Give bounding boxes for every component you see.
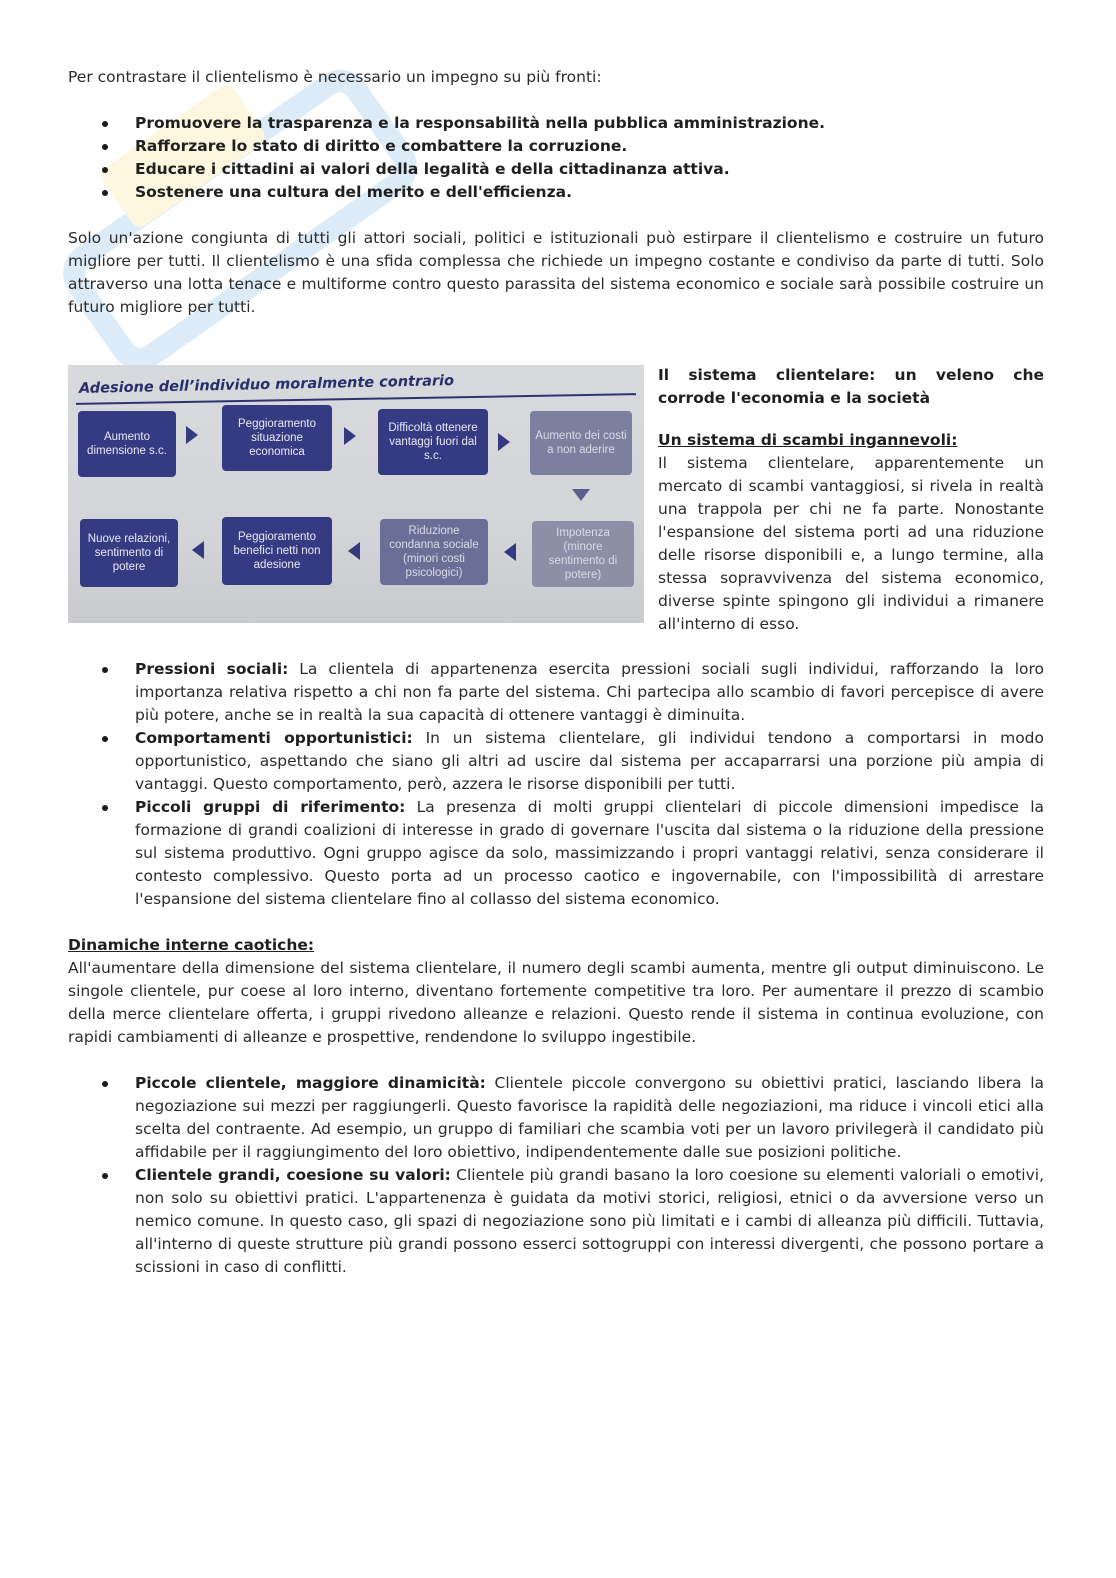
item-label: Piccole clientele, maggiore dinamicità:	[135, 1074, 486, 1092]
pressures-list	[68, 658, 1044, 911]
diagram-box: Impotenza (minore sentimento di potere)	[532, 521, 634, 587]
arrow-left-icon	[348, 542, 360, 560]
item-label: Clientele grandi, coesione su valori:	[135, 1166, 451, 1184]
subsection-heading: Dinamiche interne caotiche:	[68, 936, 315, 954]
list-item: Rafforzare lo stato di diritto e combattere la corruzione.	[68, 135, 1044, 158]
item-label: Comportamenti opportunistici:	[135, 729, 413, 747]
conclusion-paragraph: Solo un'azione congiunta di tutti gli attori sociali, politici e istituzionali può estirpare il clientelismo e costruire un futuro migliore per tutti. Il clientelismo è una sfida complessa che richiede un impegno costante e condiviso da parte di tutti. Solo attraverso una lotta tenace e multiforme contro questo parassita del sistema economico e sociale sarà possibile costruire un futuro migliore per tutti.	[68, 229, 1044, 316]
figure-row	[68, 365, 1044, 636]
diagram-box: Peggioramento situazione economica	[222, 405, 332, 471]
arrow-right-icon	[186, 426, 198, 444]
item-text: Clientele piccole convergono su obiettivi pratici, lasciando libera la negoziazione sui mezzi per raggiungerli. Questo favorisce la rapidità delle negoziazioni, ma riduce i vincoli etici alla scelta del contraente. Ad esempio, un gruppo di familiari che scambia voti per un lavoro privilegerà il candidato più affidabile per il raggiungimento del loro obiettivo, indipendentemente dalle sue posizioni politiche.	[135, 1074, 1044, 1161]
diagram-box: Aumento dimensione s.c.	[78, 411, 176, 477]
list-item	[68, 1072, 1044, 1164]
list-item: Educare i cittadini ai valori della legalità e della cittadinanza attiva.	[68, 158, 1044, 181]
list-item: Promuovere la trasparenza e la responsabilità nella pubblica amministrazione.	[68, 112, 1044, 135]
list-item	[68, 658, 1044, 727]
item-text: In un sistema clientelare, gli individui tendono a comportarsi in modo opportunistico, aspettando che siano gli altri ad uscire dal sistema per accaparrarsi una porzione più ampia di vantaggi. Questo comportamento, però, azzera le risorse disponibili per tutti.	[135, 729, 1044, 793]
arrow-left-icon	[192, 541, 204, 559]
item-text: Clientele più grandi basano la loro coesione su elementi valoriali o emotivi, non solo su obiettivi pratici. L'appartenenza è guidata da motivi storici, religiosi, etnici o da avversione verso un nemico comune. In questo caso, gli spazi di negoziazione sono più limitati e i cambi di alleanza più difficili. Tuttavia, all'interno di queste strutture più grandi possono esserci sottogruppi con interessi divergenti, che possono portare a scissioni in caso di conflitti.	[135, 1166, 1044, 1276]
item-label: Pressioni sociali:	[135, 660, 289, 678]
diagram-title: Adesione dell’individuo moralmente contrario	[78, 373, 455, 397]
fronts-list	[68, 112, 1044, 204]
arrow-left-icon	[504, 543, 516, 561]
figure-side-text	[658, 365, 1044, 636]
item-text: La presenza di molti gruppi clientelari di piccole dimensioni impedisce la formazione di grandi coalizioni di interesse in grado di governare l'uscita dal sistema o la riduzione della pressione sul sistema produttivo. Ogni gruppo agisce da solo, massimizzando i propri vantaggi relativi, senza considerare il contesto complessivo. Questo porta ad un processo caotico e ingovernabile, con l'impossibilità di arrestare l'espansione del sistema clientelare fino al collasso del sistema economico.	[135, 798, 1044, 908]
list-item: Sostenere una cultura del merito e dell'efficienza.	[68, 181, 1044, 204]
document-page	[68, 66, 1044, 1279]
item-text: La clientela di appartenenza esercita pressioni sociali sugli individui, rafforzando la loro importanza relativa rispetto a chi non fa parte del sistema. Chi partecipa allo scambio di favori percepisce di avere più potere, anche se in realtà la sua capacità di ottenere vantaggi è diminuita.	[135, 660, 1044, 724]
item-label: Piccoli gruppi di riferimento:	[135, 798, 406, 816]
list-item	[68, 727, 1044, 796]
section-title: Il sistema clientelare: un veleno che corrode l'economia e la società	[658, 366, 1044, 407]
diagram-box: Nuove relazioni, sentimento di potere	[80, 519, 178, 587]
diagram-box: Aumento dei costi a non aderire	[530, 411, 632, 475]
diagram-box: Difficoltà ottenere vantaggi fuori dal s.c.	[378, 409, 488, 475]
diagram-box: Peggioramento benefici netti non adesione	[222, 517, 332, 585]
arrow-right-icon	[498, 433, 510, 451]
intro-paragraph: Per contrastare il clientelismo è necessario un impegno su più fronti:	[68, 68, 602, 86]
list-item	[68, 796, 1044, 911]
arrow-right-icon	[344, 427, 356, 445]
list-item	[68, 1164, 1044, 1279]
subsection-text: All'aumentare della dimensione del sistema clientelare, il numero degli scambi aumenta, mentre gli output diminuiscono. Le singole clientele, pur coese al loro interno, diventano fortemente competitive tra loro. Per aumentare il prezzo di scambio della merce clientelare offerta, i gruppi rivedono alleanze e relazioni. Questo rende il sistema in continua evoluzione, con rapidi cambiamenti di alleanze e prospettive, rendendone lo sviluppo ingestibile.	[68, 959, 1044, 1046]
dynamics-list	[68, 1072, 1044, 1279]
subsection-text: Il sistema clientelare, apparentemente un mercato di scambi vantaggiosi, si rivela in realtà una trappola per chi ne fa parte. Nonostante l'espansione del sistema porti ad una riduzione delle risorse disponibili e, a lungo termine, alla stessa sopravvivenza del sistema economico, diverse spinte spingono gli individui a rimanere all'interno di esso.	[658, 454, 1044, 633]
flow-diagram-image	[68, 365, 644, 623]
arrow-down-icon	[572, 489, 590, 501]
subsection-heading: Un sistema di scambi ingannevoli:	[658, 431, 958, 449]
diagram-box: Riduzione condanna sociale (minori costi psicologici)	[380, 519, 488, 585]
